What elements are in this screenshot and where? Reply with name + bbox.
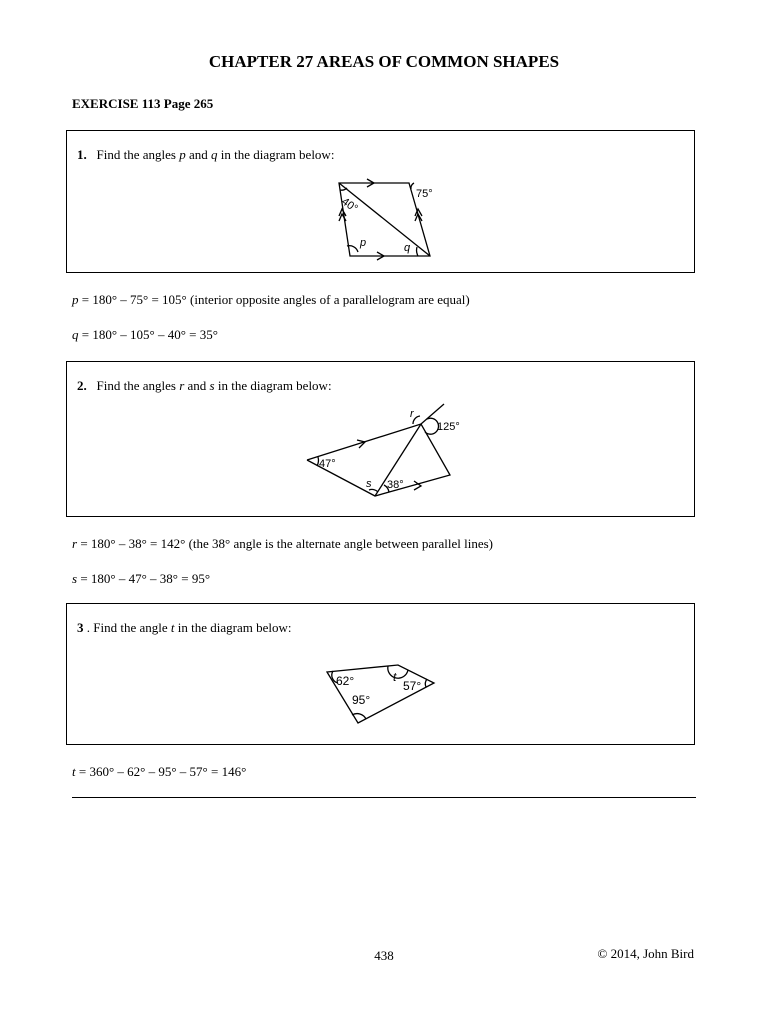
parallel-arrow-left xyxy=(339,209,346,221)
angle-arc-40 xyxy=(340,188,347,190)
label-s: s xyxy=(366,478,372,490)
label-57: 57° xyxy=(403,679,422,693)
question-2-box xyxy=(66,361,695,517)
angle-arc-q xyxy=(417,247,418,256)
divider-line xyxy=(72,797,696,798)
parallelogram-diagram xyxy=(317,176,467,261)
triangle-transversal-diagram xyxy=(299,402,479,502)
parallel-arrow-right xyxy=(415,209,422,221)
label-40: 40° xyxy=(339,195,360,216)
label-r: r xyxy=(410,408,414,420)
angle-arc-57 xyxy=(425,679,427,687)
answer-s: s = 180° – 47° – 38° = 95° xyxy=(72,571,211,586)
angle-arc-r xyxy=(413,416,420,424)
label-75: 75° xyxy=(416,188,433,200)
label-95: 95° xyxy=(352,693,371,707)
question-2-text: 2. Find the angles r and s in the diagram below: xyxy=(77,378,332,393)
label-62: 62° xyxy=(336,674,355,688)
copyright-notice: © 2014, John Bird xyxy=(597,946,694,961)
answer-p: p = 180° – 75° = 105° (interior opposite angles of a parallelogram are equal) xyxy=(72,292,470,307)
label-t: t xyxy=(393,670,397,684)
chapter-title: CHAPTER 27 AREAS OF COMMON SHAPES xyxy=(208,52,560,71)
page-number: 438 xyxy=(374,948,394,963)
label-q: q xyxy=(404,242,411,254)
quadrilateral-diagram xyxy=(322,659,442,729)
question-1-text: 1. Find the angles p and q in the diagram below: xyxy=(77,147,335,162)
angle-arc-75 xyxy=(411,183,414,189)
label-p: p xyxy=(360,237,367,249)
label-38: 38° xyxy=(387,479,404,491)
question-3-box xyxy=(66,603,695,745)
exercise-heading: EXERCISE 113 Page 265 xyxy=(72,96,214,111)
label-125: 125° xyxy=(437,421,460,433)
parallel-arrow-bottom xyxy=(414,481,421,490)
answer-t: t = 360° – 62° – 95° – 57° = 146° xyxy=(72,764,247,779)
answer-q: q = 180° – 105° – 40° = 35° xyxy=(72,327,218,342)
answer-r: r = 180° – 38° = 142° (the 38° angle is the alternate angle between parallel lines) xyxy=(72,536,493,551)
label-47: 47° xyxy=(319,458,336,470)
question-1-box xyxy=(66,130,695,273)
question-3-text: 3 . Find the angle t in the diagram below: xyxy=(77,620,292,635)
